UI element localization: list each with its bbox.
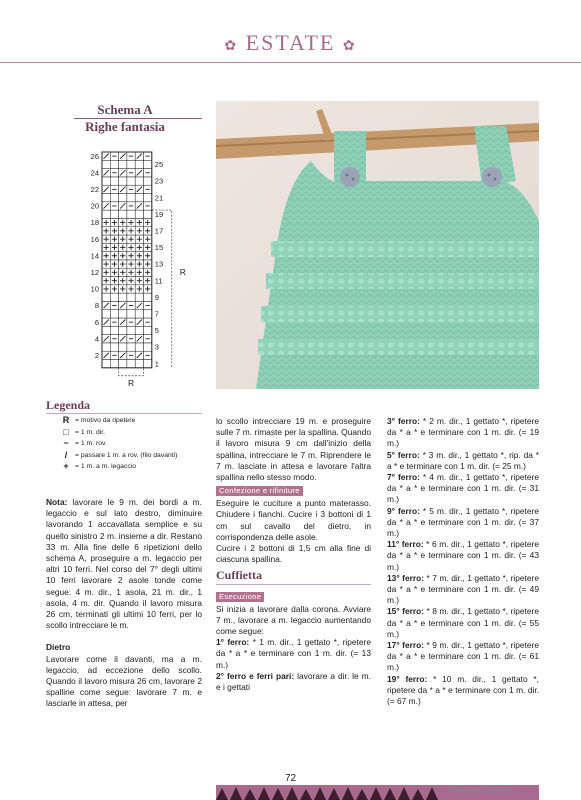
esecuzione-heading: Esecuzione: [216, 592, 264, 602]
chart-cell: [119, 343, 127, 351]
chart-cell: [127, 210, 135, 218]
row-label: 7: [154, 309, 159, 319]
chart-cell: [119, 177, 127, 185]
chart-cell: [119, 326, 127, 334]
chart-cell: [127, 160, 135, 168]
row-label: 10: [90, 284, 99, 294]
chart-cell: [144, 326, 152, 334]
chart-cell: [144, 343, 152, 351]
row-label: 2: [94, 351, 99, 360]
paragraph: Eseguire le cuciture a punto materasso. Chiudere i fianchi. Cucire i 3 bottoni di 1 cm sul cavallo del dietro, in corrispondenza delle asole.: [216, 498, 371, 542]
row-instruction: 17° ferro: * 9 m. dir., 1 gettato *, ripetere da * a * e terminare con 1 m. dir. (= 61 m.): [387, 640, 539, 673]
section-title: ESTATE: [245, 30, 336, 55]
row-label: 18: [90, 218, 99, 228]
scheme-subtitle: Righe fantasia: [85, 119, 165, 134]
chart-cell: [102, 360, 110, 368]
row-instruction: 7° ferro: * 4 m. dir., 1 gettato *, ripetere da * a * e terminare con 1 m. dir. (= 31 m.): [387, 472, 539, 505]
chart-cell: [110, 343, 118, 351]
text-column-1: [46, 497, 202, 710]
row-instruction: 5° ferro: * 3 m. dir., 1 gettato *, rip. da * a * e terminare con 1 m. dir. (= 25 m.): [387, 449, 539, 471]
legend-title: Legenda: [46, 398, 91, 412]
row-label: 14: [90, 251, 99, 261]
dietro-paragraph: Lavorare come il davanti, ma a m. legaccio, ad eccezione dello scollo. Quando il lavoro misura 26 cm, lavorare 2 spalline come segue: lavorare 7 m. e lasciarle in attesa, per: [46, 653, 202, 709]
row-instruction: 3° ferro: * 2 m. dir., 1 gettato *, ripetere da * a * e terminare con 1 m. dir. (= 19 m.): [387, 416, 539, 449]
paragraph: lo scollo intrecciare 19 m. e proseguire sulle 7 m. rimaste per la spallina. Quando il lavoro misura 9 cm dall'inizio della spallina, intrecciare le 7 m. Riprendere le 7 m. lasciate in attesa e lavorare l'altra spallina nello stesso modo.: [216, 416, 371, 483]
row-label: 12: [90, 268, 99, 277]
chart-cell: [102, 194, 110, 202]
legend-symbol: −: [63, 438, 69, 448]
row-label: 16: [90, 234, 99, 244]
chart-cell: [102, 177, 110, 185]
row-label: 20: [90, 201, 99, 211]
chart-cell: [119, 293, 127, 301]
row-label: 22: [90, 185, 99, 194]
chart-cell: [144, 360, 152, 368]
text-column-3: [387, 416, 539, 707]
row-label: 15: [154, 243, 164, 253]
flower-icon: ✿: [224, 39, 239, 54]
paragraph: Si inizia a lavorare dalla corona. Avviare 7 m., lavorare a m. legaccio aumentando come segue:: [216, 603, 371, 637]
chart-cell: [110, 293, 118, 301]
chart-cell: [110, 194, 118, 202]
row-label: 17: [154, 226, 164, 236]
chart-cell: [127, 360, 135, 368]
chart-cell: [127, 194, 135, 202]
chart-cell: [135, 210, 143, 218]
row-label: 26: [90, 151, 99, 161]
row-label: 4: [94, 334, 99, 344]
legend-symbol: /: [64, 449, 68, 460]
chart-cell: [119, 194, 127, 202]
row-label: 11: [154, 276, 163, 286]
row-label: 6: [94, 317, 99, 327]
chart-cell: [135, 343, 143, 351]
chart-cell: [144, 210, 152, 218]
chart-cell: [110, 160, 118, 168]
row-label: 8: [94, 301, 99, 311]
chart-cell: [144, 310, 152, 318]
row-instruction: 19° ferro: * 10 m. dir., 1 gettato *, ripetere da * a * e terminare con 1 m. dir. (= 67 m.): [387, 673, 539, 707]
nota-text: lavorare le 9 m. dei bordi a m. legaccio e sul lato destro, diminuire lavorando 1 accavallata semplice e su quello sinistro 2 m. insieme a dir. Restano 33 m. Alla fine delle 6 ripetizioni dello schema A, proseguire a m. legaccio per altri 10 ferri. Nel corso del 7° degli ultimi 10 ferri lavorare 2 asole tonde come segue: 4 m. dir., 1 asola, 21 m. dir., 1 asola, 4 m. dir. Quando il lavoro misura 26 cm, terminati gli ultimi 10 ferri, per lo scollo intrecciare le m.: [46, 497, 202, 631]
row-instruction: 2° ferro e ferri pari: lavorare a dir. le m. e i gettati: [216, 670, 371, 693]
chart-cell: [110, 360, 118, 368]
text-column-2: [216, 416, 371, 693]
legend-text: = passare 1 m. a rov. (filo davanti): [75, 451, 178, 459]
header-rule: [0, 62, 581, 63]
legend-text: = 1 m. dir.: [75, 428, 106, 436]
chart-cell: [102, 326, 110, 334]
legend-symbol: R: [62, 415, 70, 425]
legend-item: [60, 461, 210, 473]
chart-cell: [135, 177, 143, 185]
row-label: 3: [154, 342, 159, 352]
page-number: 72: [284, 773, 297, 784]
scheme-rule: [74, 118, 202, 119]
chart-cell: [119, 160, 127, 168]
chart-cell: [119, 310, 127, 318]
chart-cell: [102, 210, 110, 218]
chart-cell: [110, 310, 118, 318]
row-label: 25: [154, 160, 164, 170]
chart-cell: [144, 293, 152, 301]
chart-cell: [127, 177, 135, 185]
nota-label: Nota:: [46, 497, 68, 507]
chart-cell: [135, 194, 143, 202]
row-label: 1: [154, 359, 159, 369]
chart-cell: [102, 160, 110, 168]
legend-item: [60, 427, 210, 439]
row-label: 5: [154, 326, 159, 336]
legend-rule: [46, 413, 202, 414]
legend-symbol: +: [63, 461, 69, 471]
repeat-bracket-bottom: [119, 368, 144, 376]
scheme-title: Schema A: [97, 102, 153, 117]
nota-paragraph: [46, 497, 202, 631]
chart-cell: [119, 360, 127, 368]
chart-cell: [135, 160, 143, 168]
chart-cell: [135, 360, 143, 368]
row-label: 21: [154, 193, 164, 203]
chart-cell: [135, 326, 143, 334]
row-instruction: 11° ferro: * 6 m. dir., 1 gettato *, ripetere da * a * e terminare con 1 m. dir. (= 43 m.): [387, 539, 539, 572]
legend-text: = 1 m. a m. legaccio: [75, 463, 137, 470]
legend-text: = motivo da ripetere: [75, 417, 136, 424]
paragraph: Cucire i 2 bottoni di 1,5 cm alla fine di ciascuna spallina.: [216, 543, 371, 565]
chart-cell: [102, 343, 110, 351]
chart-cell: [110, 177, 118, 185]
cuffietta-heading: Cuffietta: [216, 568, 262, 583]
chart-cell: [144, 177, 152, 185]
legend-symbol: □: [63, 426, 69, 437]
chart-cell: [127, 326, 135, 334]
legend-item: [60, 438, 210, 450]
chart-cell: [127, 310, 135, 318]
legend-text: = 1 m. rov.: [75, 440, 107, 447]
chart-cell: [102, 310, 110, 318]
row-instruction: 1° ferro: * 1 m. dir., 1 gettato *, ripetere da * a * e terminare con 1 m. dir. (= 13 m.): [216, 637, 371, 670]
knitting-chart: [78, 146, 208, 391]
row-label: 13: [154, 259, 164, 269]
chart-cell: [135, 310, 143, 318]
chart-cell: [127, 343, 135, 351]
row-label: 24: [90, 168, 99, 178]
legend-item: [60, 450, 210, 462]
legend: [60, 415, 210, 473]
chart-cell: [119, 210, 127, 218]
section-header: [0, 30, 581, 56]
row-instruction: 9° ferro: * 5 m. dir., 1 gettato *, ripetere da * a * e terminare con 1 m. dir. (= 37 m.): [387, 505, 539, 539]
row-label: 9: [154, 292, 159, 302]
legend-item: [60, 415, 210, 427]
chart-cell: [144, 160, 152, 168]
repeat-label: R: [127, 377, 135, 388]
row-label: 23: [154, 176, 164, 186]
watermark: PassionForum.ru: [448, 785, 513, 795]
row-label: 19: [154, 209, 164, 219]
row-instruction: 13° ferro: * 7 m. dir., 1 gettato *, ripetere da * a * e terminare con 1 m. dir. (= 49 m.): [387, 572, 539, 606]
product-photo: [216, 101, 539, 389]
chart-cell: [110, 210, 118, 218]
section-rule: [216, 584, 371, 585]
chart-cell: [127, 293, 135, 301]
confezione-heading: Confezione e rifiniture: [216, 486, 303, 496]
chart-cell: [144, 194, 152, 202]
chart-cell: [110, 326, 118, 334]
flower-icon: ✿: [342, 39, 357, 54]
dietro-heading: Dietro: [46, 642, 71, 653]
chart-cell: [102, 293, 110, 301]
row-instruction: 15° ferro: * 8 m. dir., 1 gettato *, ripetere da * a * e terminare con 1 m. dir. (= 55 m.): [387, 606, 539, 639]
repeat-label: R: [179, 267, 186, 278]
chart-cell: [135, 293, 143, 301]
